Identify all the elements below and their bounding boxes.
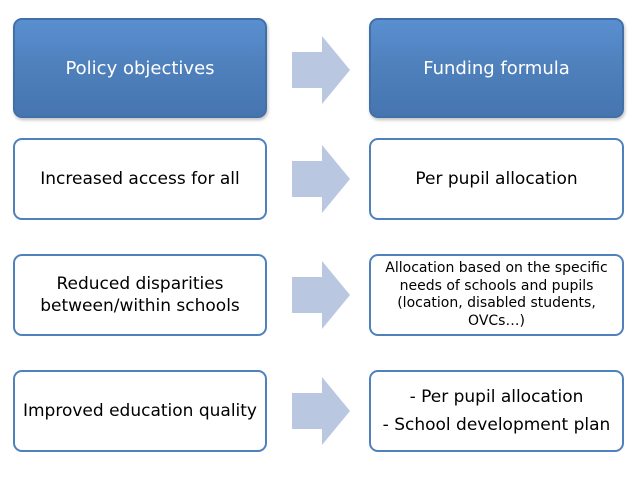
right-arrow-icon (292, 36, 350, 104)
formula-box-per-pupil (369, 138, 624, 220)
formula-box-quality (369, 370, 624, 452)
formula-label-line: (location, disabled students, (397, 295, 596, 311)
objective-box-disparities (13, 254, 267, 336)
funding-formula-label: Funding formula (423, 57, 570, 79)
funding-formula-header (369, 18, 624, 118)
formula-label: Per pupil allocation (415, 168, 578, 189)
objective-box-access (13, 138, 267, 220)
policy-objectives-label: Policy objectives (65, 57, 215, 79)
objective-label-line: Reduced disparities (56, 273, 224, 294)
right-arrow-icon (292, 261, 350, 329)
formula-label-line: - Per pupil allocation (409, 386, 584, 407)
formula-label-line: OVCs…) (468, 312, 525, 329)
objective-label-line: between/within schools (40, 296, 240, 316)
objective-label: Increased access for all (40, 168, 240, 189)
formula-label-line: - School development plan (382, 415, 611, 435)
policy-objectives-header (13, 18, 267, 118)
objective-box-quality (13, 370, 267, 452)
objective-label: Improved education quality (22, 400, 257, 421)
formula-box-specific-needs (369, 254, 624, 336)
right-arrow-icon (292, 377, 350, 445)
formula-label-line: Allocation based on the specific (385, 260, 608, 276)
right-arrow-icon (292, 145, 350, 213)
formula-label-line: needs of schools and pupils (399, 277, 594, 294)
